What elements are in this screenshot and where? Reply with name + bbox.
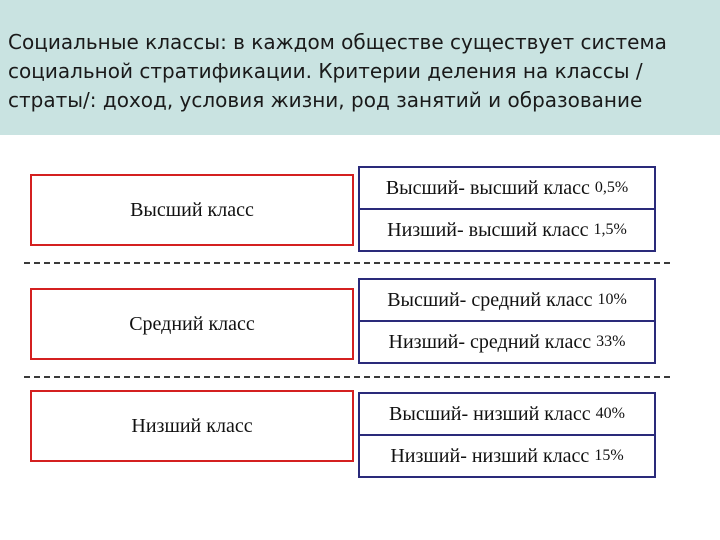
- subclass-upper-middle: [360, 280, 654, 320]
- subclass-group-upper: [358, 166, 656, 252]
- subclass-percent: 1,5%: [593, 221, 627, 238]
- subclass-group-lower: [358, 392, 656, 478]
- class-box-upper: [30, 174, 354, 246]
- class-label-lower: Низший класс: [131, 414, 253, 437]
- subclass-group-middle: [358, 278, 656, 364]
- subclass-percent: 0,5%: [594, 179, 629, 196]
- class-label-upper: Высший класс: [130, 198, 254, 221]
- subclass-lower-upper: [360, 210, 654, 250]
- subclass-label: Низший- средний класс: [388, 330, 592, 353]
- subclass-label: Низший- низший класс: [390, 444, 590, 467]
- subclass-upper-lower: [360, 394, 654, 434]
- header-banner: [0, 0, 720, 135]
- class-box-lower: [30, 390, 354, 462]
- subclass-label: Высший- низший класс: [389, 402, 591, 425]
- slide-title: Социальные классы: в каждом обществе существует система социальной стратификации. Критерии деления на классы /страты/: доход, условия жизни, род занятий и образование: [8, 30, 667, 112]
- dashed-separator-1: [24, 262, 670, 264]
- subclass-percent: 10%: [597, 291, 627, 308]
- subclass-percent: 15%: [594, 447, 624, 464]
- subclass-percent: 33%: [596, 333, 626, 350]
- class-box-middle: [30, 288, 354, 360]
- class-label-middle: Средний класс: [129, 312, 255, 335]
- subclass-lower-middle: [360, 322, 654, 362]
- subclass-label: Высший- высший класс: [385, 176, 590, 199]
- dashed-separator-2: [24, 376, 670, 378]
- subclass-lower-lower: [360, 436, 654, 476]
- subclass-label: Высший- средний класс: [387, 288, 593, 311]
- subclass-percent: 40%: [595, 405, 625, 422]
- subclass-label: Низший- высший класс: [387, 218, 589, 241]
- subclass-upper-upper: [360, 168, 654, 208]
